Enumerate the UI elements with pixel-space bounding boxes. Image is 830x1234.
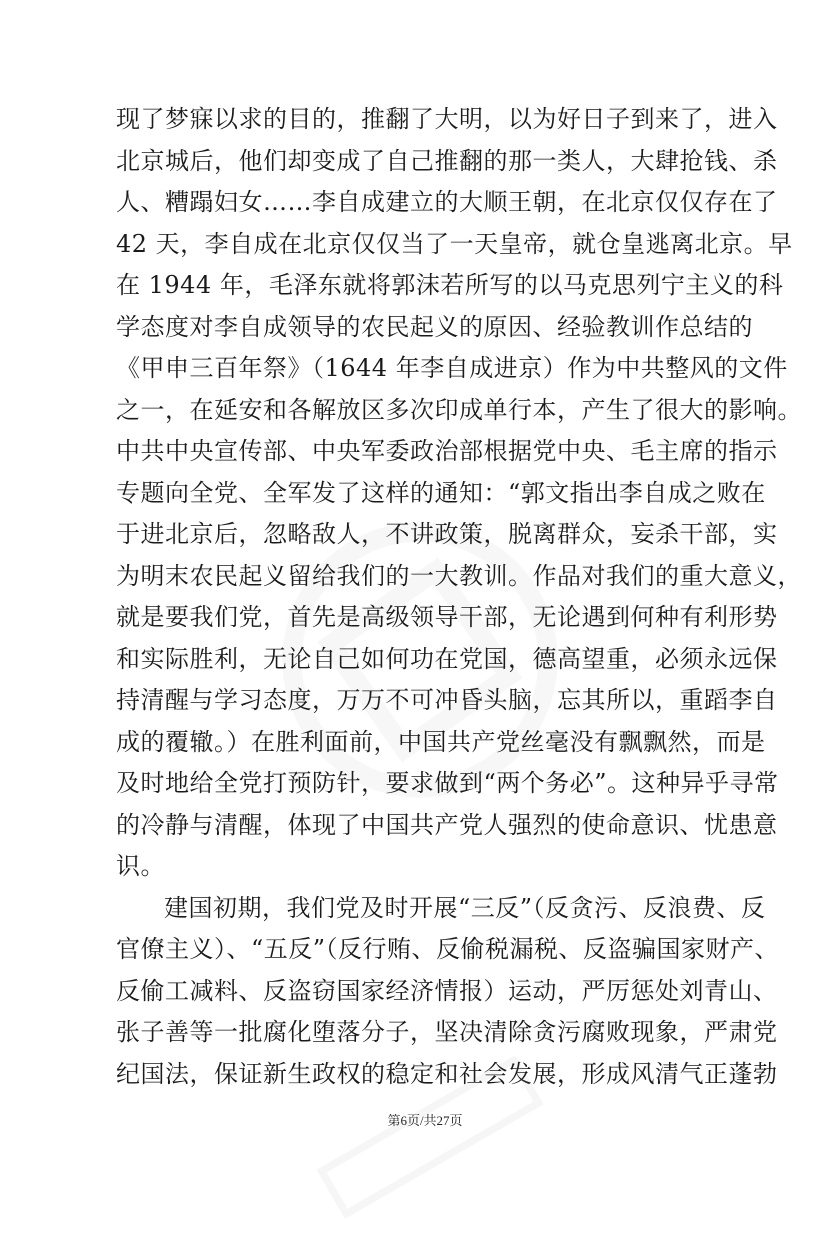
text-line: 之一，在延安和各解放区多次印成单行本，产生了很大的影响。 <box>116 395 802 424</box>
text-line: 中共中央宣传部、中央军委政治部根据党中央、毛主席的指示 <box>116 437 778 465</box>
text-line: 就是要我们党，首先是高级领导干部，无论遇到何种有利形势 <box>116 603 778 631</box>
text-line: 《甲申三百年祭》（1644 年李自成进京）作为中共整风的文件 <box>116 354 788 382</box>
text-line: 反偷工减料、反盗窃国家经济情报）运动，严厉惩处刘青山、 <box>116 976 778 1005</box>
text-line: 官僚主义）、“五反”（反行贿、反偷税漏税、反盗骗国家财产、 <box>116 935 780 963</box>
text-line: 现了梦寐以求的目的，推翻了大明，以为好日子到来了，进入 <box>116 105 778 133</box>
text-line: 识。 <box>116 852 165 880</box>
text-line: 及时地给全党打预防针，要求做到“两个务必”。这种异乎寻常 <box>116 769 779 797</box>
text-line: 人、糟蹋妇女……李自成建立的大顺王朝，在北京仅仅存在了 <box>116 188 778 216</box>
text-line: 专题向全党、全军发了这样的通知：“郭文指出李自成之败在 <box>116 478 766 507</box>
text-line: 北京城后，他们却变成了自己推翻的那一类人，大肆抢钱、杀 <box>116 146 778 175</box>
text-line: 在 1944 年，毛泽东就将郭沫若所写的以马克思列宁主义的科 <box>116 271 784 299</box>
text-line: 42 天，李自成在北京仅仅当了一天皇帝，就仓皇逃离北京。早 <box>116 229 793 258</box>
text-line: 成的覆辙。）在胜利面前，中国共产党丝毫没有飘飘然，而是 <box>116 727 766 756</box>
text-line: 和实际胜利，无论自己如何功在党国，德高望重，必须永远保 <box>116 644 778 673</box>
text-line: 为明末农民起义留给我们的一大教训。作品对我们的重大意义， <box>116 561 802 590</box>
page-number: 第6页/共27页 <box>387 1113 463 1128</box>
text-line: 的冷静与清醒，体现了中国共产党人强烈的使命意识、忧患意 <box>116 810 778 839</box>
text-line: 学态度对李自成领导的农民起义的原因、经验教训作总结的 <box>116 312 753 341</box>
text-line: 张子善等一批腐化堕落分子，坚决清除贪污腐败现象，严肃党 <box>116 1018 778 1046</box>
text-line: 于进北京后，忽略敌人，不讲政策，脱离群众，妄杀干部，实 <box>116 520 778 548</box>
text-line: 建国初期，我们党及时开展“三反”（反贪污、反浪费、反 <box>164 893 766 922</box>
text-line: 纪国法，保证新生政权的稳定和社会发展，形成风清气正蓬勃 <box>116 1059 778 1088</box>
text-line: 持清醒与学习态度，万万不可冲昏头脑，忘其所以，重蹈李自 <box>116 686 778 714</box>
